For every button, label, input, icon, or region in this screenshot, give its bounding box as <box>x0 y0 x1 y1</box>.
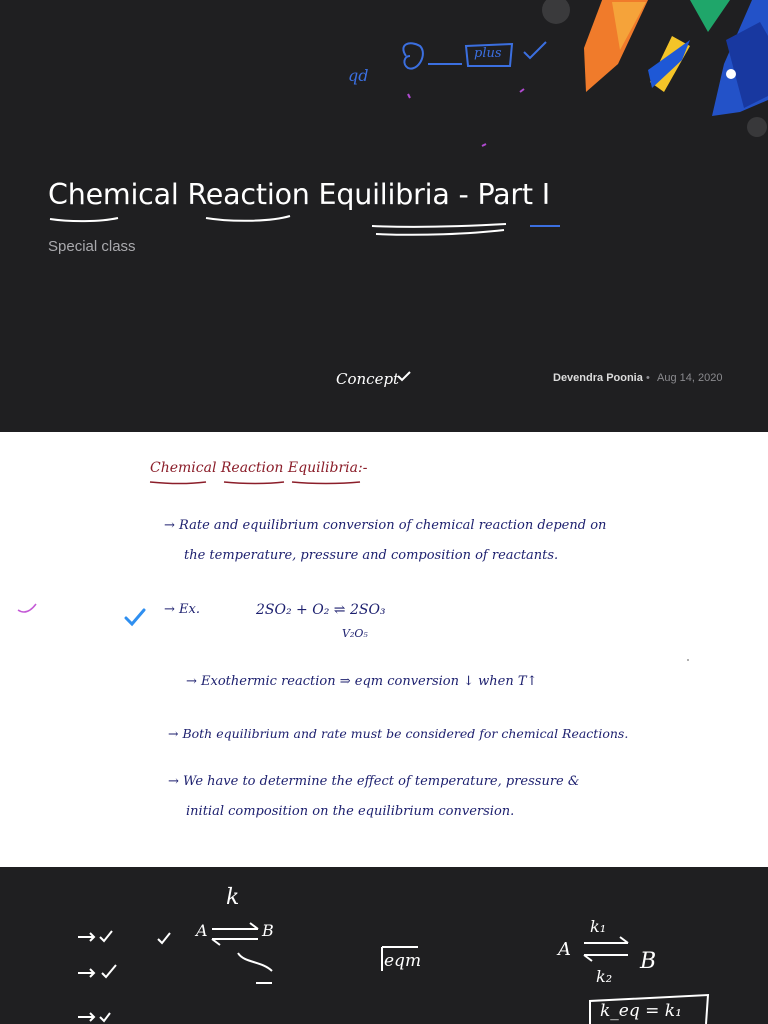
example-equation: 2SO₂ + O₂ ⇌ 2SO₃ <box>256 602 386 618</box>
catalyst-label: V₂O₅ <box>342 627 368 640</box>
k-label: k <box>226 885 240 910</box>
point3-line1: → We have to determine the effect of temperature, pressure & <box>168 774 580 789</box>
heading-underline-2 <box>224 482 284 484</box>
page-subtitle: Special class <box>48 238 136 255</box>
author-name: Devendra Poonia <box>553 372 643 384</box>
decor-green-shape <box>690 0 730 32</box>
pink-tick <box>18 604 36 612</box>
meta-separator: • <box>646 372 650 384</box>
handwritten-top-label: qd <box>348 66 369 85</box>
pen-check-top <box>524 42 546 58</box>
arrow-check-3 <box>78 1013 110 1021</box>
k2-label: k₂ <box>596 967 613 986</box>
handwritten-plus-label: plus <box>474 46 502 61</box>
notes-heading: Chemical Reaction Equilibria:- <box>150 460 368 476</box>
pen-mark-2 <box>520 89 524 92</box>
point3-line2: initial composition on the equilibrium conversion. <box>186 804 515 819</box>
notes-marks <box>0 432 768 867</box>
species-b: B <box>262 921 274 940</box>
underline-reaction <box>206 216 290 221</box>
decor-white-dot <box>726 69 736 79</box>
scribble-bkw <box>238 953 272 983</box>
heading-underline-3 <box>292 482 360 484</box>
species-b2: B <box>640 949 657 974</box>
small-check <box>158 933 170 943</box>
species-a2: A <box>558 939 571 960</box>
backward-arrow <box>212 939 258 945</box>
point1-line2: the temperature, pressure and composition of reactants. <box>184 548 559 563</box>
stray-dot <box>687 659 689 661</box>
title-slide-decoration <box>0 0 768 432</box>
handwritten-concept: Concept <box>336 370 400 388</box>
underline-equilibria-2 <box>376 230 504 235</box>
keq-equation: k_eq = k₁ <box>600 1001 682 1021</box>
example-label: → Ex. <box>164 602 200 617</box>
forward-arrow-2 <box>584 937 628 943</box>
forward-arrow <box>212 923 258 929</box>
decor-circle <box>542 0 570 24</box>
point1-line1: → Rate and equilibrium conversion of chemical reaction depend on <box>164 518 607 533</box>
species-a: A <box>196 921 208 940</box>
title-slide <box>0 0 768 432</box>
underline-equilibria-1 <box>372 224 506 227</box>
page-title: Chemical Reaction Equilibria - Part I <box>48 178 550 211</box>
point2: → Both equilibrium and rate must be considered for chemical Reactions. <box>168 726 629 741</box>
exothermic-note: → Exothermic reaction ⇒ eqm conversion ↓ when T↑ <box>186 674 538 689</box>
blue-checkmark <box>126 610 144 624</box>
board-slide <box>0 867 768 1024</box>
backward-arrow-2 <box>584 955 628 961</box>
decor-circle-small <box>747 117 767 137</box>
pen-mark <box>408 94 410 98</box>
pen-mark-3 <box>482 144 486 146</box>
k1-label: k₁ <box>590 917 607 936</box>
notes-slide <box>0 432 768 867</box>
underline-chemical <box>50 218 118 221</box>
eqm-label: eqm <box>384 951 422 971</box>
arrow-check-1 <box>78 931 112 941</box>
pen-circle-g <box>403 43 423 68</box>
arrow-check-2 <box>78 965 116 977</box>
publish-date: Aug 14, 2020 <box>657 372 723 384</box>
heading-underline-1 <box>150 482 206 484</box>
